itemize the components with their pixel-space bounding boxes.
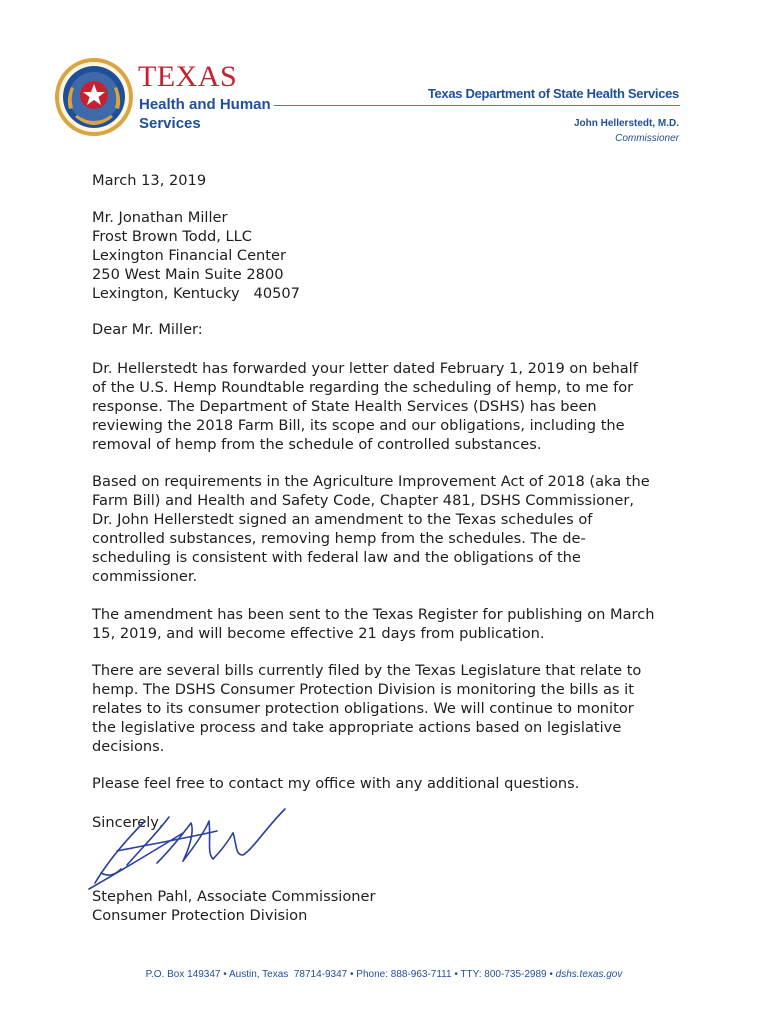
paragraph-line: decisions.: [92, 738, 165, 755]
paragraph-line: 15, 2019, and will become effective 21 days from publication.: [92, 625, 545, 642]
paragraph-line: There are several bills currently filed by the Texas Legislature that relate to: [92, 662, 642, 679]
letterhead-divider: [274, 105, 680, 106]
signer-name: Stephen Pahl, Associate Commissioner: [92, 888, 376, 905]
recipient-line: 250 West Main Suite 2800: [92, 266, 284, 283]
body-paragraph-1: [92, 359, 692, 454]
paragraph-line: The amendment has been sent to the Texas Register for publishing on March: [92, 606, 655, 623]
body-paragraph-3: [92, 605, 692, 643]
footer-contact: [0, 969, 768, 980]
paragraph-line: Dr. John Hellerstedt signed an amendment to the Texas schedules of: [92, 511, 593, 528]
commissioner-title: Commissioner: [615, 133, 679, 144]
paragraph-line: Based on requirements in the Agriculture Improvement Act of 2018 (aka the: [92, 473, 650, 490]
paragraph-line: response. The Department of State Health Services (DSHS) has been: [92, 398, 597, 415]
paragraph-line: Dr. Hellerstedt has forwarded your letter dated February 1, 2019 on behalf: [92, 360, 638, 377]
department-name: Texas Department of State Health Services: [427, 86, 679, 101]
signer-block: [92, 887, 376, 925]
body-paragraph-2: [92, 472, 692, 586]
paragraph-line: Farm Bill) and Health and Safety Code, Chapter 481, DSHS Commissioner,: [92, 492, 634, 509]
hhs-seal-logo: [55, 57, 133, 137]
signer-division: Consumer Protection Division: [92, 907, 308, 924]
logo-texas-wordmark: TEXAS: [138, 60, 238, 93]
commissioner-name: John Hellerstedt, M.D.: [573, 118, 679, 129]
paragraph-line: commissioner.: [92, 568, 198, 585]
body-paragraph-5: [92, 774, 692, 793]
letter-date: March 13, 2019: [92, 172, 207, 189]
closing: Sincerely,: [92, 814, 164, 831]
handwritten-signature: [87, 803, 302, 891]
paragraph-line: removal of hemp from the schedule of controlled substances.: [92, 436, 542, 453]
recipient-line: Mr. Jonathan Miller: [92, 209, 228, 226]
paragraph-line: reviewing the 2018 Farm Bill, its scope and our obligations, including the: [92, 417, 625, 434]
paragraph-line: controlled substances, removing hemp from the schedules. The de-: [92, 530, 586, 547]
paragraph-line: relates to its consumer protection obligations. We will continue to monitor: [92, 700, 634, 717]
logo-hhs-line2: Services: [139, 115, 201, 132]
recipient-line: Lexington Financial Center: [92, 247, 287, 264]
footer-website: dshs.texas.gov: [555, 969, 623, 980]
salutation: Dear Mr. Miller:: [92, 321, 203, 338]
recipient-line: Lexington, Kentucky 40507: [92, 285, 300, 302]
paragraph-line: hemp. The DSHS Consumer Protection Division is monitoring the bills as it: [92, 681, 634, 698]
logo-hhs-line1: Health and Human: [139, 96, 271, 113]
recipient-address: [92, 208, 300, 303]
body-paragraph-4: [92, 661, 692, 756]
paragraph-line: Please feel free to contact my office with any additional questions.: [92, 775, 580, 792]
paragraph-line: of the U.S. Hemp Roundtable regarding the scheduling of hemp, to me for: [92, 379, 634, 396]
paragraph-line: scheduling is consistent with federal law and the obligations of the: [92, 549, 581, 566]
footer-address: P.O. Box 149347 • Austin, Texas 78714-9347 • Phone: 888-963-7111 • TTY: 800-735-2989 •: [145, 969, 556, 980]
recipient-line: Frost Brown Todd, LLC: [92, 228, 252, 245]
paragraph-line: the legislative process and take appropriate actions based on legislative: [92, 719, 622, 736]
